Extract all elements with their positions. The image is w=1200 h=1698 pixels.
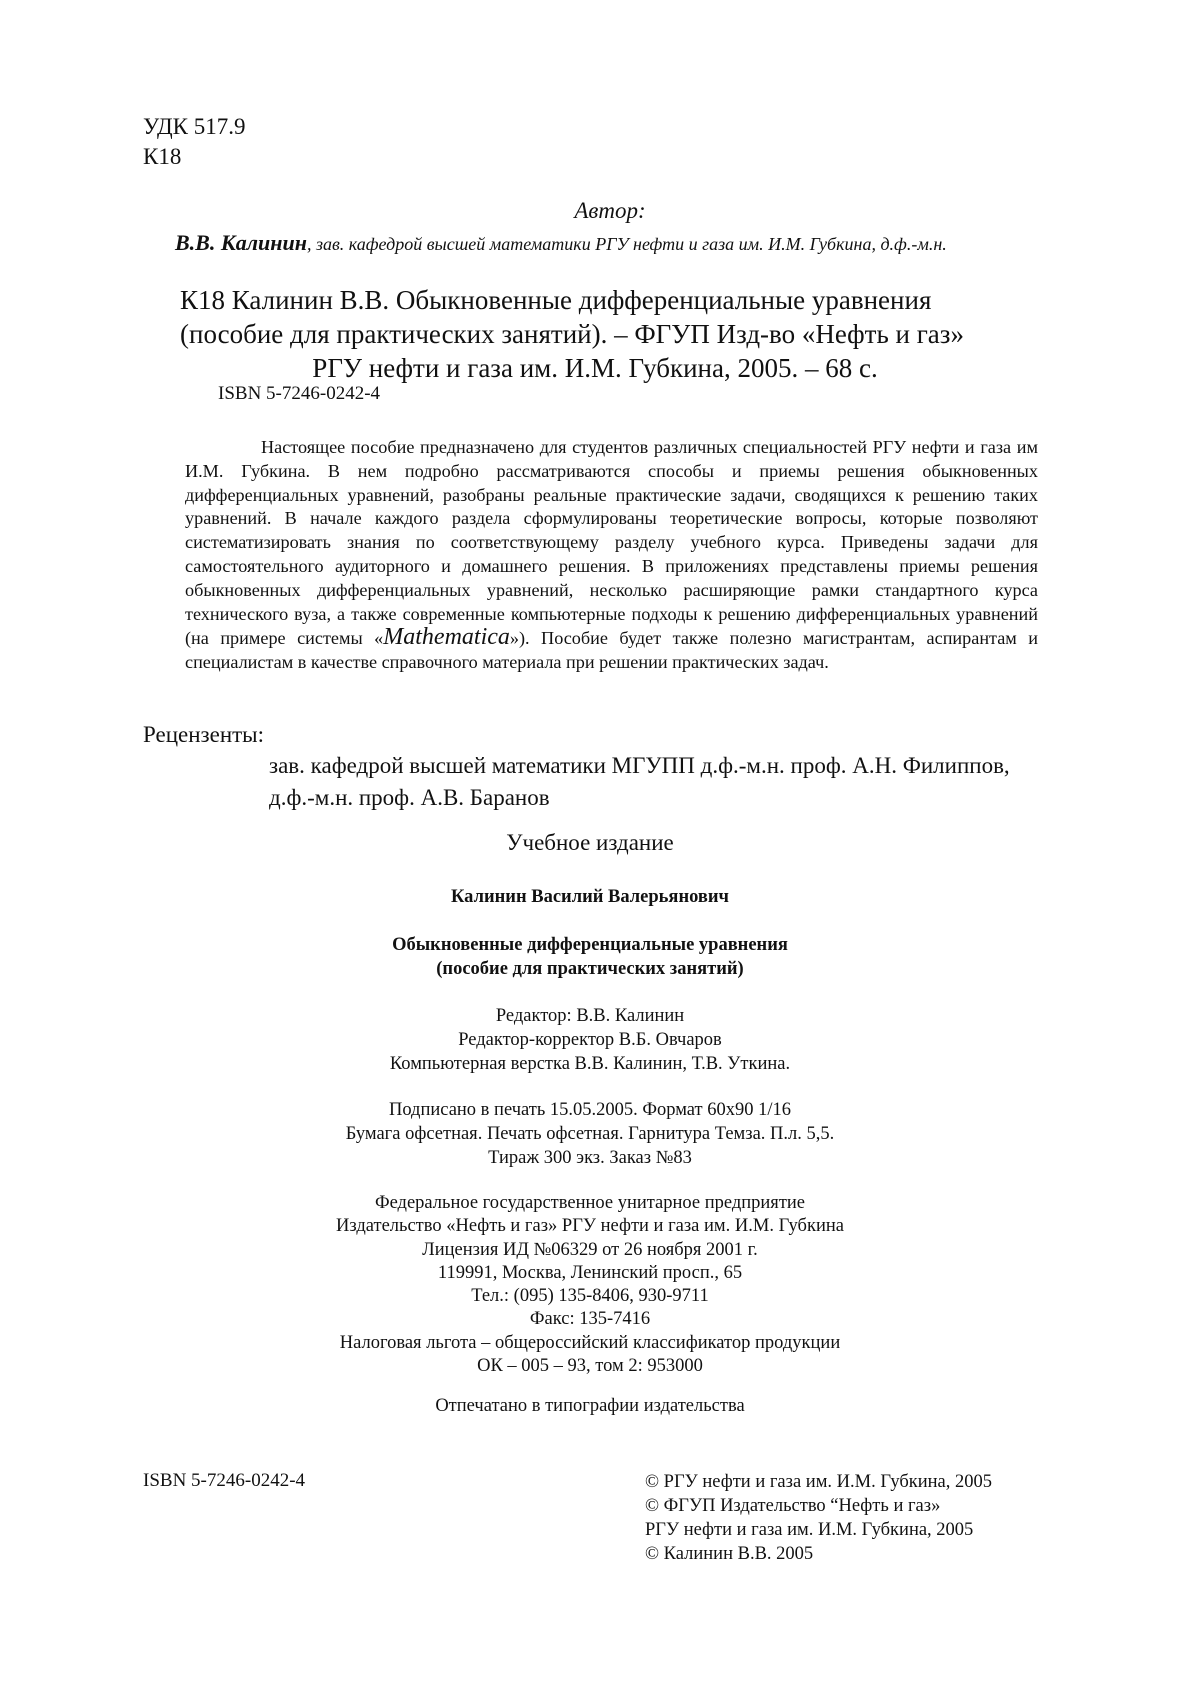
biblio-line-3: РГУ нефти и газа им. И.М. Губкина, 2005. – 68 с. [312, 353, 878, 383]
publisher-block [270, 1192, 910, 1378]
author-affiliation: , зав. кафедрой высшей математики РГУ нефти и газа им. И.М. Губкина, д.ф.-м.н. [306, 234, 947, 254]
author-name: В.В. Калинин [175, 230, 307, 255]
book-title [330, 933, 850, 981]
edition-type: Учебное издание [506, 830, 674, 855]
publisher-line: Лицензия ИД №06329 от 26 ноября 2001 г. [422, 1239, 758, 1260]
copyright-line: © РГУ нефти и газа им. И.М. Губкина, 2005 [645, 1472, 992, 1492]
print-info-block [270, 1098, 910, 1170]
reviewer-2: д.ф.-м.н. проф. А.В. Баранов [269, 785, 550, 810]
book-title-line-1: Обыкновенные дифференциальные уравнения [392, 935, 788, 955]
print-info-line: Тираж 300 экз. Заказ №83 [488, 1148, 692, 1168]
publisher-line: Налоговая льгота – общероссийский классификатор продукции [339, 1332, 841, 1353]
editor: Редактор: В.В. Калинин [495, 1006, 685, 1026]
isbn-bottom: ISBN 5-7246-0242-4 [143, 1470, 306, 1491]
author-line [175, 230, 947, 256]
biblio-line-2: (пособие для практических занятий). – ФГУП Изд-во «Нефть и газ» [180, 319, 964, 349]
editors-block [330, 1004, 850, 1076]
book-title-line-2: (пособие для практических занятий) [436, 959, 744, 979]
publisher-line: Федеральное государственное унитарное предприятие [374, 1193, 806, 1213]
proofreader: Редактор-корректор В.Б. Овчаров [458, 1030, 722, 1050]
abstract-software-name: Mathematica [383, 624, 510, 651]
author-heading: Автор: [574, 198, 646, 223]
print-info-line: Подписано в печать 15.05.2005. Формат 60х90 1/16 [388, 1100, 792, 1120]
publisher-line: Издательство «Нефть и газ» РГУ нефти и газа им. И.М. Губкина [336, 1216, 844, 1237]
publisher-line: 119991, Москва, Ленинский просп., 65 [437, 1262, 743, 1283]
publisher-line: Факс: 135-7416 [529, 1309, 651, 1330]
copyright-line: РГУ нефти и газа им. И.М. Губкина, 2005 [645, 1520, 974, 1540]
abstract-paragraph [185, 436, 1038, 675]
copyright-line: © Калинин В.В. 2005 [645, 1544, 814, 1564]
abstract-part-2: »). Пособие будет также полезно магистрантам, аспирантам и специалистам в качестве справочного материала при решении практических задач. [185, 628, 1038, 673]
reviewers-list [269, 750, 1010, 814]
author-mark: К18 [143, 144, 182, 169]
udk-code: УДК 517.9 [143, 114, 246, 139]
publisher-line: Тел.: (095) 135-8406, 930-9711 [471, 1286, 709, 1307]
author-full-name: Калинин Василий Валерьянович [451, 887, 729, 907]
copyright-block [645, 1470, 992, 1566]
copyright-line: © ФГУП Издательство “Нефть и газ» [645, 1496, 941, 1516]
publisher-line: ОК – 005 – 93, том 2: 953000 [477, 1356, 703, 1377]
layout-credit: Компьютерная верстка В.В. Калинин, Т.В. Уткина. [389, 1054, 791, 1074]
bibliographic-record [180, 283, 1040, 385]
isbn-top: ISBN 5-7246-0242-4 [218, 383, 381, 404]
udk-block [143, 112, 246, 172]
reviewer-1: зав. кафедрой высшей математики МГУПП д.ф.-м.н. проф. А.Н. Филиппов, [269, 753, 1010, 778]
printed-at: Отпечатано в типографии издательства [435, 1396, 745, 1416]
biblio-line-1: К18 Калинин В.В. Обыкновенные дифференциальные уравнения [180, 285, 932, 315]
print-info-line: Бумага офсетная. Печать офсетная. Гарнитура Темза. П.л. 5,5. [345, 1124, 835, 1144]
reviewers-heading: Рецензенты: [143, 722, 265, 747]
abstract-part-1: Настоящее пособие предназначено для студентов различных специальностей РГУ нефти и газа им И.М. Губкина. В нем подробно рассматриваются способы и приемы решения обыкновенных дифференциальных уравнений, разобраны реальные практические задачи, сводящихся к решению таких уравнений. В начале каждого раздела сформулированы теоретические вопросы, которые позволяют систематизировать знания по соответствующему разделу учебного курса. Приведены задачи для самостоятельного аудиторного и домашнего решения. В приложениях представлены приемы решения обыкновенных дифференциальных уравнений, несколько расширяющие рамки стандартного курса технического вуза, а также современные компьютерные подходы к решению дифференциальных уравнений (на примере системы « [185, 437, 1038, 649]
